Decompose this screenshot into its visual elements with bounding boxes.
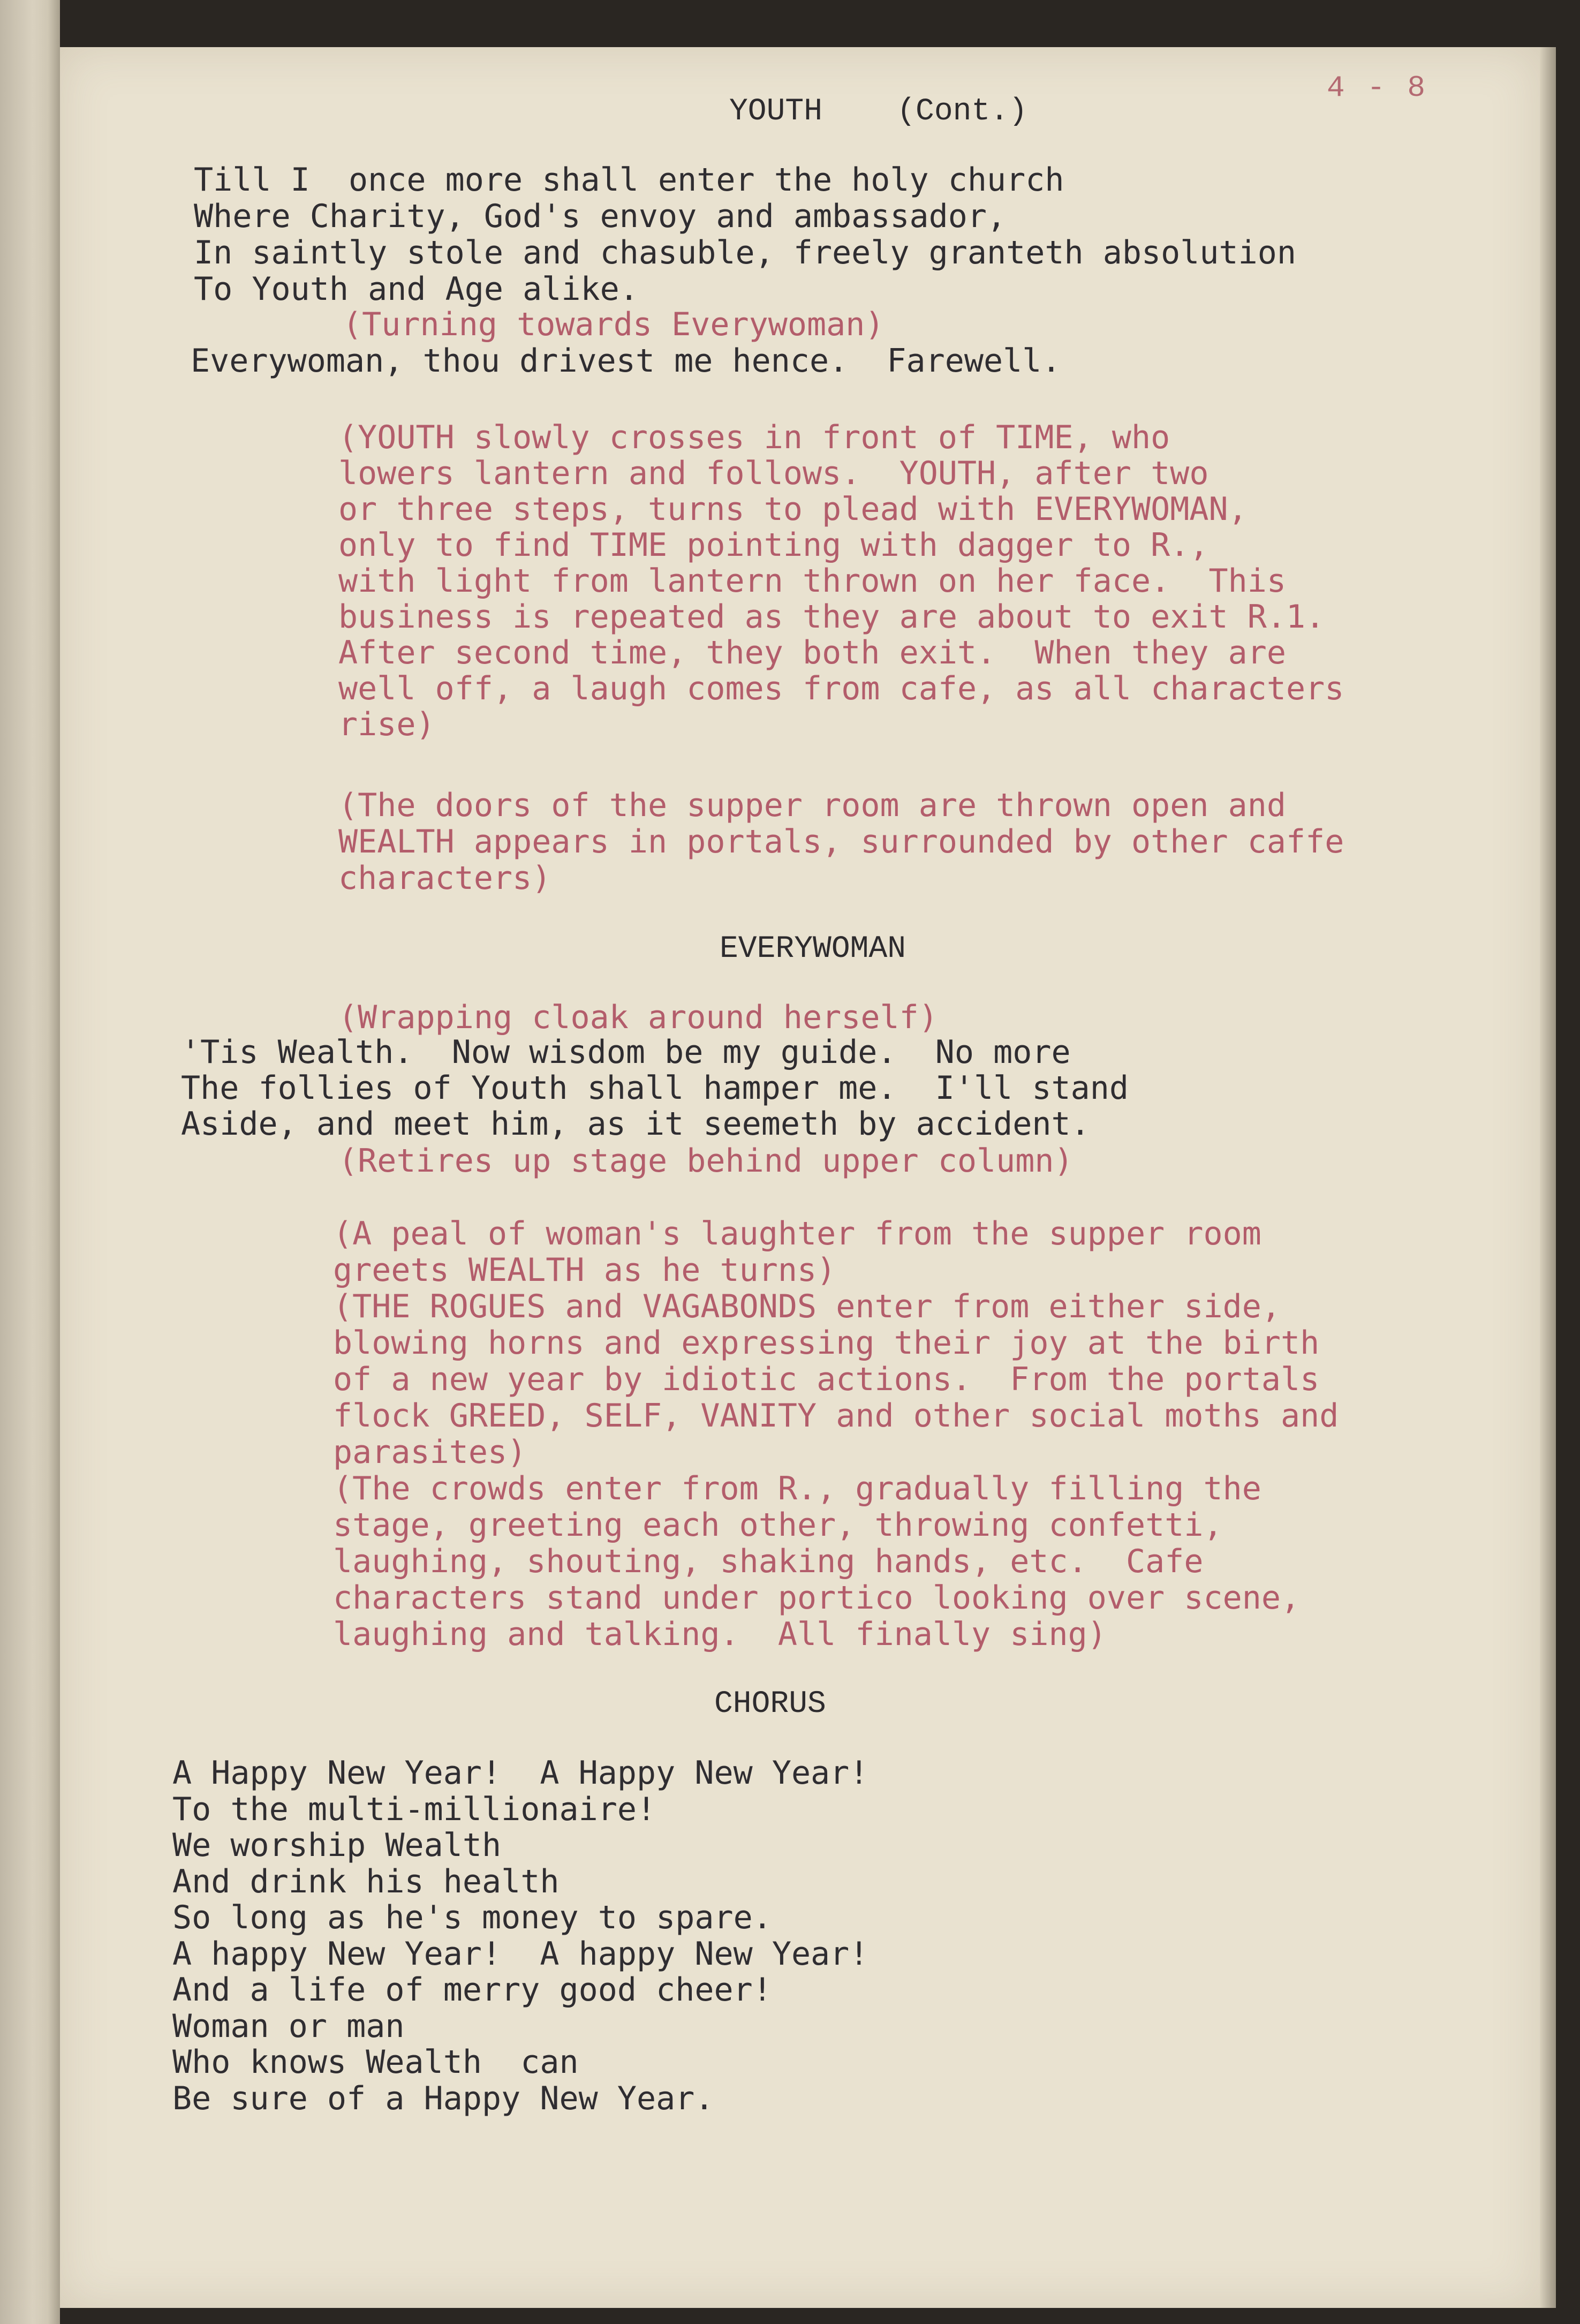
page-number: 4 - 8 (1327, 71, 1428, 105)
book-spine-left-page (0, 0, 60, 2324)
youth-heading: YOUTH (Cont.) (729, 94, 1027, 129)
stage-direction-doors: (The doors of the supper room are thrown open and WEALTH appears in portals, surrounded by other caffe characters) (338, 787, 1344, 897)
stage-direction-cross: (YOUTH slowly crosses in front of TIME, who lowers lantern and follows. YOUTH, after two or three steps, turns to plead with EVERYWOMAN, only to find TIME pointing with dagger to R., with light from lantern thrown on her face. This business is repeated as they are about to exit R.1. After second time, they both exit. When they are well off, a laugh comes from cafe, as all characters rise) (338, 419, 1344, 743)
page-edge (1540, 47, 1556, 2308)
stage-direction-crowd: (A peal of woman's laughter from the supper room greets WEALTH as he turns) (THE ROGUES and VAGABONDS enter from either side, blowing horns and expressing their joy at the birth of a new year by idiotic actions. From the portals flock GREED, SELF, VANITY and other social moths and parasites) (The crowds enter from R., gradually filling the stage, greeting each other, throwing confetti, laughing, shouting, shaking hands, etc. Cafe characters stand under portico looking over scene, laughing and talking. All finally sing) (333, 1215, 1339, 1653)
chorus-lyrics: A Happy New Year! A Happy New Year! To the multi-millionaire! We worship Wealth And drink his health So long as he's money to spare. A happy New Year! A happy New Year! And a life of merry good cheer! Woman or man Who knows Wealth can Be sure of a Happy New Year. (172, 1754, 869, 2117)
everywoman-speech: 'Tis Wealth. Now wisdom be my guide. No more The follies of Youth shall hamper me. I'll stand Aside, and meet him, as it seemeth by accident. (181, 1033, 1129, 1143)
everywoman-exit-direction: (Retires up stage behind upper column) (338, 1142, 1074, 1180)
youth-farewell: Everywoman, thou drivest me hence. Farewell. (191, 342, 1061, 380)
youth-speech: Till I once more shall enter the holy church Where Charity, God's envoy and ambassador, In saintly stole and chasuble, freely granteth absolution To Youth and Age alike. (194, 161, 1297, 308)
youth-direction: (Turning towards Everywoman) (343, 306, 885, 343)
everywoman-direction: (Wrapping cloak around herself) (338, 999, 938, 1036)
chorus-heading: CHORUS (714, 1687, 826, 1722)
everywoman-heading: EVERYWOMAN (720, 932, 906, 967)
